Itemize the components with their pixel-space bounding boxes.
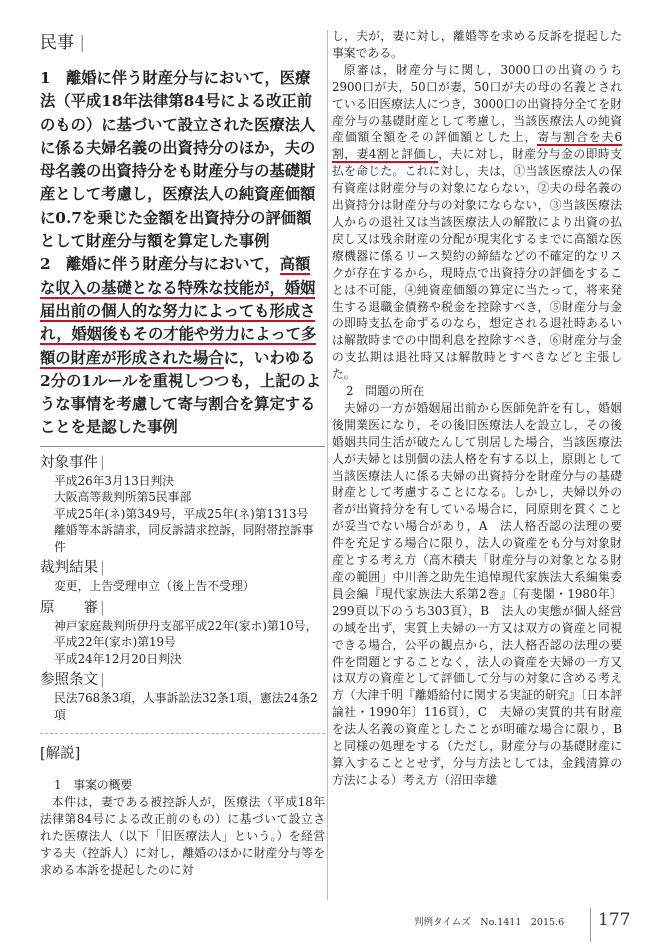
p1-start: 原審は，財産分与に関し，3000口の出資のうち2900口が夫，50口が妻，50口が夫の母の名義とされている旧医療法人につき，3000口の出資持分全てを財産分与の基礎財産として考慮し，当該医療法人の純資産価額全額をその評価額とした上， (332, 62, 622, 145)
meta-result: 裁判結果 | 変更，上告受理申立（後上告不受理） (40, 558, 325, 595)
result-line: 変更，上告受理申立（後上告不受理） (54, 579, 255, 594)
column-divider (327, 30, 328, 900)
subheading-1: 1 事案の概要 (54, 778, 133, 793)
headnotes (40, 67, 325, 440)
page-number: 177 (598, 910, 631, 930)
meta-case: 対象事件 | 平成26年3月13日判決 大阪高等裁判所第5民事部 平成25年(ネ)第349号，平成25年(ネ)第1313号 離婚等本訴請求，同反訴請求控訴，同附帯控訴事件 (40, 453, 325, 556)
subheading-2: 2 問題の所在 (346, 384, 425, 399)
original-line: 神戸家庭裁判所伊丹支部平成22年(家ホ)第10号，平成22年(家ホ)第19号 (54, 618, 318, 650)
case-line: 平成25年(ネ)第349号，平成25年(ネ)第1313号 (54, 506, 309, 521)
right-column (332, 28, 622, 789)
section-tag-label: 民事 (40, 33, 74, 53)
left-column (40, 28, 325, 879)
right-paragraph-1 (332, 62, 622, 383)
right-paragraph-0: し，夫が，妻に対し，離婚等を求める反訴を提起した事案である。 (332, 29, 622, 60)
law-line: 民法768条3項，人事訴訟法32条1項，憲法24条2項 (54, 691, 318, 722)
original-line: 平成24年12月20日判決 (54, 651, 182, 666)
case-line: 離婚等本訴請求，同反訴請求控訴，同附帯控訴事件 (54, 523, 314, 554)
page-number-bar (590, 908, 591, 942)
law-label: 参照条文 (40, 672, 98, 689)
headnote-1: 1 離婚に伴う財産分与において，医療法（平成18年法律第84号による改正前のもの）に基づいて設立された医療法人に係る夫婦名義の出資持分のほか，夫の母名義の出資持分をも財産分与の基礎財産として考慮し，医療法人の純資産価額に0.7を乗じた金額を出資持分の評価額として財産分与額を算定した事例 (40, 69, 316, 251)
case-line: 大阪高等裁判所第5民事部 (54, 490, 192, 505)
headnote-2-underlined: 高額な収入の基礎となる特殊な技能が，婚姻届出前の個人的な努力によっても形成され，婚姻後もその才能や労力によって多額の財産が形成された場合 (40, 255, 317, 367)
p1-end: ，夫に対し，財産分与金の即時支払を命じた。これに対し，夫は，①当該医療法人の保有資産は財産分与の対象にならない，②夫の母名義の出資持分は財産分与の対象にならない，③当該医療法人からの退社又は当該医療法人の解散により出資の払戻し又は残余財産の分配が現実化するまでに高額な医療機器に係るリース契約の締結などの不確定的なリスクが存在するから，現時点で出資持分の評価をすることは不可能，④純資産価額の算定に当たって，将来発生する退職金債務や税金を控除すべき，⑤財産分与金の即時支払を命ずるのなら，想定される退社時あるいは解散時までの中間利息を控除すべき，⑥財産分与金の支払期は退社時又は解散時とすべきなどと主張した。 (332, 147, 622, 382)
journal-footer: 判例タイムズ No.1411 2015.6 (414, 917, 565, 928)
dashed-divider (40, 733, 325, 734)
meta-laws: 参照条文 | 民法768条3項，人事訴訟法32条1項，憲法24条2項 (40, 670, 325, 723)
case-label: 対象事件 (40, 454, 98, 471)
meta-original: 原 審 | 神戸家庭裁判所伊丹支部平成22年(家ホ)第10号，平成22年(家ホ)第19号 平成24年12月20日判決 (40, 598, 325, 668)
original-label: 原 審 (40, 599, 98, 616)
right-paragraph-2: 夫婦の一方が婚姻届出前から医師免許を有し，婚姻後開業医になり，その後旧医療法人を設立し，その後婚姻共同生活が破たんして別居した場合，当該医療法人が夫婦とは別個の法人格を有する以上，原則として当該医療法人に係る夫婦の出資持分を財産分与の基礎財産として考慮することになる。しかし，夫婦以外の者が出資持分を有している場合に，同原則を貫くことが妥当でない場合があり，A 法人格否認の法理の要件を充足する場合に限り，法人の資産をも分与対象財産とする考え方（高木積夫「財産分与の対象となる財産の範囲」中川善之助先生追悼現代家族法大系編集委員会編『現代家族法大系第2巻』〔有斐閣・1980年〕299頁以下のうち303頁），B 法人の実態が個人経営の域を出ず，実質上夫婦の一方又は双方の資産と同視できる場合，公平の観点から，法人格否認の法理の要件を問題とすることなく，法人の資産を夫婦の一方又は双方の資産として評価して分与の対象に含める考え方（大津千明『離婚給付に関する実証的研究』〔日本評論社・1990年〕116頁），C 夫婦の実質的共有財産を法人名義の資産としたことが明確な場合に限り，Bと同様の処理をする（ただし，財産分与の基礎財産に算入することとせず，分与方法としては，金銭清算の方法による）考え方（沼田幸雄 (332, 400, 622, 787)
section-tag: 民事 | (40, 33, 86, 53)
case-line: 平成26年3月13日判決 (54, 473, 175, 488)
headnote-2-start: 2 離婚に伴う財産分与において， (40, 255, 280, 274)
headnote-2-end: に，いわゆる2分の1ルールを重視しつつも，上記のような事情を考慮して寄与割合を算定することを是認した事例 (40, 348, 322, 437)
p1-underlined: 寄与割合を夫6割，妻4割と評価し (332, 130, 622, 162)
divider-line (40, 446, 325, 447)
result-label: 裁判結果 (40, 560, 98, 577)
commentary-title: [解説] (40, 746, 81, 763)
commentary-paragraph: 本件は，妻である被控訴人が，医療法（平成18年法律第84号による改正前のもの）に基づいて設立された医療法人（以下「旧医療法人」という。）を経営する夫（控訴人）に対し，離婚のほかに財産分与等を求める本訴を提起したのに対 (40, 795, 325, 877)
headnote-2 (40, 253, 325, 439)
